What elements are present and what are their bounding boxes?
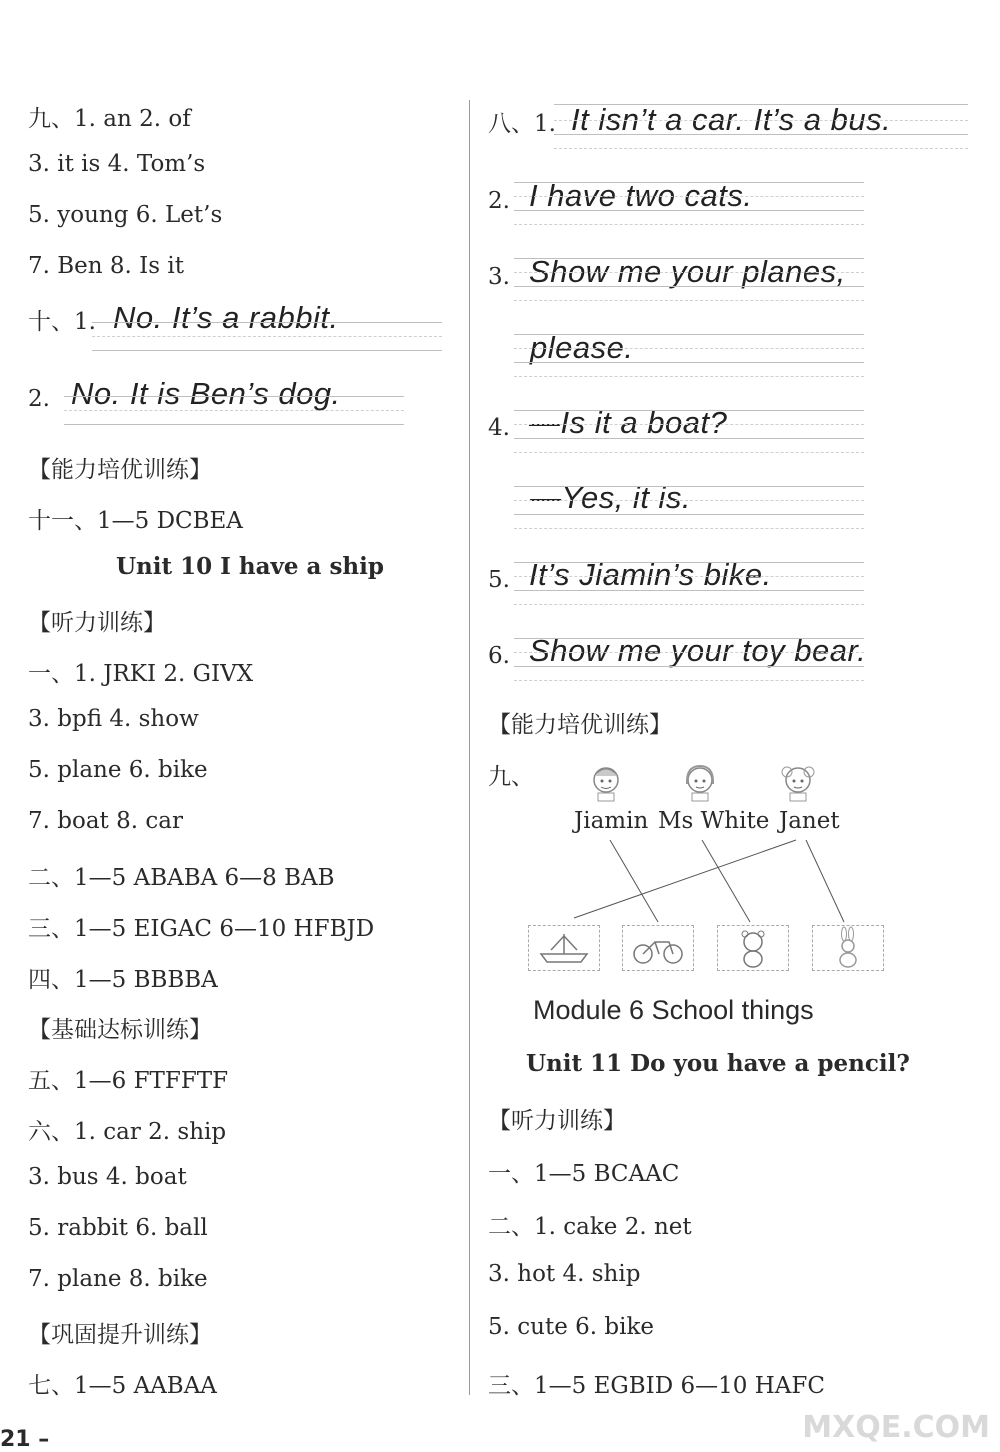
writing-rule: [514, 666, 864, 667]
handwritten-text: I have two cats.: [529, 178, 753, 213]
name-label: Ms White: [658, 808, 770, 834]
writing-rule: [64, 410, 404, 411]
section-heading: 【听力训练】: [28, 610, 166, 636]
answer-line: 3. bpfi 4. show: [28, 706, 199, 732]
question-label: 九、: [488, 764, 534, 790]
writing-rule: [514, 348, 864, 349]
section-heading: 【巩固提升训练】: [28, 1322, 212, 1348]
answer-line: 五、1—6 FTFFTF: [28, 1068, 229, 1094]
answer-line: 7. Ben 8. Is it: [28, 253, 184, 279]
question-number: 3.: [488, 264, 510, 290]
writing-rule: [514, 210, 864, 211]
handwritten-text: —Yes, it is.: [530, 480, 692, 515]
handwritten-text: No. It is Ben’s dog.: [71, 376, 341, 411]
answer-line: 3. bus 4. boat: [28, 1164, 187, 1190]
writing-rule: [514, 576, 864, 577]
answer-line: 5. rabbit 6. ball: [28, 1215, 208, 1241]
question-number: 八、1.: [488, 111, 556, 137]
writing-rule: [514, 182, 864, 183]
writing-rule: [514, 500, 864, 501]
question-number: 2.: [488, 188, 510, 214]
watermark: MXQE.COM: [802, 1410, 990, 1445]
writing-rule: [514, 562, 864, 563]
writing-rule: [514, 272, 864, 273]
writing-rule: [514, 258, 864, 259]
writing-rule: [514, 486, 864, 487]
handwriting-answer: [28, 300, 339, 336]
column-divider: [469, 100, 470, 1395]
writing-rule: [514, 528, 864, 529]
name-label: Janet: [779, 808, 840, 834]
boy-face-icon: [588, 760, 624, 802]
writing-rule: [514, 590, 864, 591]
writing-rule: [514, 362, 864, 363]
writing-rule: [514, 604, 864, 605]
toy-bear-picture: [717, 925, 789, 971]
answer-line: 二、1. cake 2. net: [488, 1214, 692, 1240]
writing-rule: [64, 424, 404, 425]
writing-rule: [514, 514, 864, 515]
name-label: Jiamin: [574, 808, 649, 834]
writing-rule: [514, 638, 864, 639]
answer-line: 7. boat 8. car: [28, 808, 183, 834]
answer-line: 二、1—5 ABABA 6—8 BAB: [28, 865, 335, 891]
handwritten-text: It isn’t a car. It’s a bus.: [571, 102, 892, 137]
writing-rule: [514, 652, 864, 653]
handwritten-text: No. It’s a rabbit.: [113, 300, 339, 335]
writing-rule: [514, 334, 864, 335]
answer-line: 5. cute 6. bike: [488, 1314, 654, 1340]
writing-rule: [64, 396, 404, 397]
module-title: Module 6 School things: [533, 995, 814, 1025]
question-number: 5.: [488, 567, 510, 593]
answer-line: 5. plane 6. bike: [28, 757, 208, 783]
answer-line: 3. hot 4. ship: [488, 1261, 641, 1287]
writing-rule: [514, 410, 864, 411]
answer-line: 四、1—5 BBBBA: [28, 967, 218, 993]
answer-line: 一、1. JRKI 2. GIVX: [28, 661, 254, 687]
writing-rule: [514, 438, 864, 439]
handwriting-answer: [28, 376, 341, 412]
writing-rule: [554, 104, 968, 105]
section-heading: 【听力训练】: [488, 1108, 626, 1134]
question-number: 6.: [488, 643, 510, 669]
writing-rule: [514, 452, 864, 453]
bike-picture: [622, 925, 694, 971]
writing-rule: [92, 336, 442, 337]
answer-line: 5. young 6. Let’s: [28, 202, 223, 228]
ship-picture: [528, 925, 600, 971]
question-number: 十、1.: [28, 309, 96, 335]
unit-title: Unit 10 I have a ship: [116, 553, 384, 580]
writing-rule: [92, 350, 442, 351]
answer-line: 六、1. car 2. ship: [28, 1119, 227, 1145]
writing-rule: [514, 224, 864, 225]
question-number: 4.: [488, 415, 510, 441]
writing-rule: [514, 424, 864, 425]
answer-line: 7. plane 8. bike: [28, 1266, 208, 1292]
answer-line: 十一、1—5 DCBEA: [28, 508, 243, 534]
answer-line: 一、1—5 BCAAC: [488, 1161, 680, 1187]
handwritten-text: It’s Jiamin’s bike.: [529, 557, 772, 592]
page-number: 21 –: [0, 1427, 50, 1452]
answer-line: 三、1—5 EGBID 6—10 HAFC: [488, 1373, 825, 1399]
answer-line: 三、1—5 EIGAC 6—10 HFBJD: [28, 916, 375, 942]
writing-rule: [92, 322, 442, 323]
handwritten-text: —Is it a boat?: [529, 405, 728, 440]
writing-rule: [514, 300, 864, 301]
answer-line: 九、1. an 2. of: [28, 106, 191, 132]
question-number: 2.: [28, 386, 50, 412]
woman-face-icon: [682, 760, 718, 802]
section-heading: 【能力培优训练】: [488, 712, 672, 738]
writing-rule: [514, 196, 864, 197]
girl-face-icon: [780, 760, 816, 802]
writing-rule: [514, 376, 864, 377]
handwritten-text: Show me your planes,: [529, 254, 846, 289]
section-heading: 【基础达标训练】: [28, 1017, 212, 1043]
answer-line: 3. it is 4. Tom’s: [28, 151, 206, 177]
writing-rule: [554, 148, 968, 149]
unit-title: Unit 11 Do you have a pencil?: [526, 1050, 910, 1077]
section-heading: 【能力培优训练】: [28, 457, 212, 483]
writing-rule: [514, 680, 864, 681]
writing-rule: [554, 120, 968, 121]
writing-rule: [514, 286, 864, 287]
writing-rule: [554, 134, 968, 135]
rabbit-picture: [812, 925, 884, 971]
answer-line: 七、1—5 AABAA: [28, 1373, 217, 1399]
handwritten-text: Show me your toy bear.: [529, 633, 867, 668]
handwritten-text: please.: [530, 330, 634, 365]
